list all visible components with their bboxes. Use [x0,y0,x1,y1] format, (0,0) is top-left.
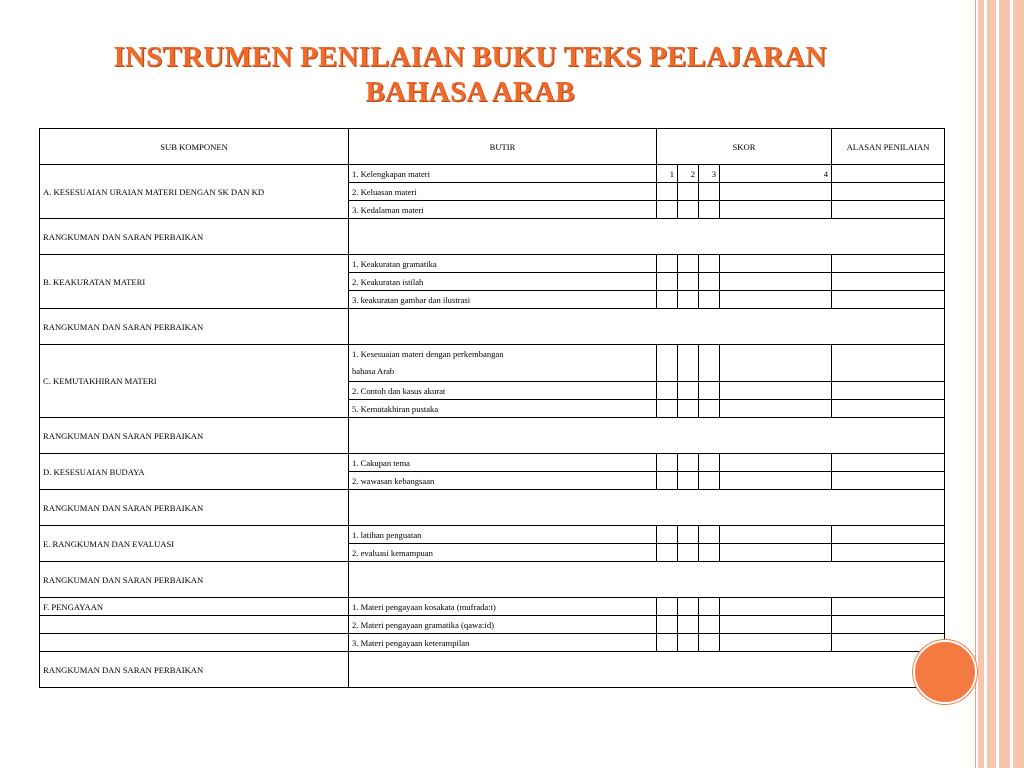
score-cell[interactable] [699,273,720,291]
alasan-cell[interactable] [832,291,945,309]
section-f-label: F. PENGAYAAN [40,598,349,616]
summary-label: RANGKUMAN DAN SARAN PERBAIKAN [40,219,349,255]
score-cell[interactable] [699,345,720,382]
score-cell[interactable] [657,400,678,418]
alasan-cell[interactable] [832,273,945,291]
item-e-2: 2. evaluasi kemampuan [349,544,657,562]
score-cell[interactable] [678,255,699,273]
score-cell[interactable] [657,183,678,201]
item-b-2: 2. Keakuratan istilah [349,273,657,291]
score-cell[interactable] [678,616,699,634]
summary-label: RANGKUMAN DAN SARAN PERBAIKAN [40,309,349,345]
score-cell[interactable] [699,598,720,616]
score-cell[interactable] [678,472,699,490]
score-cell[interactable] [720,598,832,616]
summary-label: RANGKUMAN DAN SARAN PERBAIKAN [40,418,349,454]
table-row [40,616,945,634]
alasan-cell[interactable] [832,165,945,183]
summary-input-cell[interactable] [349,652,945,688]
header-alasan-penilaian: ALASAN PENILAIAN [832,129,945,165]
score-cell[interactable] [657,544,678,562]
decorative-circle [913,640,977,704]
summary-row [40,418,945,454]
score-cell[interactable] [657,472,678,490]
score-cell[interactable] [720,273,832,291]
score-cell[interactable] [699,634,720,652]
alasan-cell[interactable] [832,526,945,544]
score-cell[interactable] [720,634,832,652]
table-row [40,526,945,544]
score-cell[interactable] [699,255,720,273]
alasan-cell[interactable] [832,400,945,418]
alasan-cell[interactable] [832,454,945,472]
score-cell[interactable] [657,634,678,652]
alasan-cell[interactable] [832,345,945,382]
summary-row [40,652,945,688]
empty-cell [40,616,349,634]
score-cell[interactable] [720,400,832,418]
header-sub-komponen: SUB KOMPONEN [40,129,349,165]
summary-input-cell[interactable] [349,309,945,345]
table-row [40,454,945,472]
item-f-2: 2. Materi pengayaan gramatika (qawa:id) [349,616,657,634]
score-level-1: 1 [657,165,678,183]
score-cell[interactable] [720,183,832,201]
item-c-1 [349,345,657,382]
item-b-1: 1. Keakuratan gramatika [349,255,657,273]
item-c-2: 2. Contoh dan kasus akurat [349,382,657,400]
alasan-cell[interactable] [832,255,945,273]
item-a-1: 1. Kelengkapan materi [349,165,657,183]
empty-cell [40,634,349,652]
score-cell[interactable] [678,291,699,309]
decorative-stripe [987,0,996,768]
header-butir: BUTIR [349,129,657,165]
score-cell[interactable] [699,472,720,490]
alasan-cell[interactable] [832,382,945,400]
score-cell[interactable] [699,454,720,472]
page-title [60,40,880,110]
table-row [40,165,945,183]
summary-row [40,490,945,526]
score-cell[interactable] [678,598,699,616]
score-level-2: 2 [678,165,699,183]
score-cell[interactable] [678,273,699,291]
alasan-cell[interactable] [832,183,945,201]
score-cell[interactable] [720,526,832,544]
score-cell[interactable] [657,454,678,472]
score-cell[interactable] [678,526,699,544]
alasan-cell[interactable] [832,544,945,562]
table-row [40,634,945,652]
score-cell[interactable] [699,183,720,201]
summary-label: RANGKUMAN DAN SARAN PERBAIKAN [40,652,349,688]
score-cell[interactable] [720,291,832,309]
summary-row [40,309,945,345]
score-cell[interactable] [699,400,720,418]
item-f-1: 1. Materi pengayaan kosakata (mufrada:t) [349,598,657,616]
score-level-4: 4 [720,165,832,183]
item-c-1-line-1: 1. Kesesuaian materi dengan perkembangan [352,349,504,359]
score-cell[interactable] [699,382,720,400]
score-cell[interactable] [720,255,832,273]
score-cell[interactable] [720,382,832,400]
section-d-label: D. KESESUAIAN BUDAYA [40,454,349,490]
score-cell[interactable] [657,616,678,634]
assessment-table [39,128,945,688]
item-c-3: 5. Kemutakhiran pustaka [349,400,657,418]
item-e-1: 1. latihan penguatan [349,526,657,544]
title-line-2: BAHASA ARAB [365,76,575,108]
item-a-2: 2. Keluasan materi [349,183,657,201]
title-line-1: INSTRUMEN PENILAIAN BUKU TEKS PELAJARAN [113,41,827,73]
item-f-3: 3. Materi pengayaan keterampilan [349,634,657,652]
header-skor: SKOR [657,129,832,165]
table-row [40,255,945,273]
score-cell[interactable] [678,183,699,201]
decorative-stripe [1013,0,1024,768]
score-cell[interactable] [678,382,699,400]
score-cell[interactable] [699,544,720,562]
summary-row [40,562,945,598]
score-cell[interactable] [657,201,678,219]
score-cell[interactable] [678,345,699,382]
summary-input-cell[interactable] [349,562,945,598]
score-cell[interactable] [678,454,699,472]
slide-frame-line [975,0,976,768]
item-d-2: 2. wawasan kebangsaan [349,472,657,490]
section-e-label: E. RANGKUMAN DAN EVALUASI [40,526,349,562]
score-cell[interactable] [657,255,678,273]
summary-input-cell[interactable] [349,490,945,526]
score-level-3: 3 [699,165,720,183]
score-cell[interactable] [657,273,678,291]
section-a-label: A. KESESUAIAN URAIAN MATERI DENGAN SK DAN KD [40,165,349,219]
score-cell[interactable] [699,526,720,544]
score-cell[interactable] [720,454,832,472]
score-cell[interactable] [720,345,832,382]
score-cell[interactable] [657,345,678,382]
score-cell[interactable] [699,291,720,309]
score-cell[interactable] [720,201,832,219]
item-c-1-line-2: bahasa Arab [352,366,395,376]
table-row [40,345,945,382]
item-d-1: 1. Cakupan tema [349,454,657,472]
score-cell[interactable] [657,382,678,400]
section-c-label: C. KEMUTAKHIRAN MATERI [40,345,349,418]
score-cell[interactable] [678,400,699,418]
section-b-label: B. KEAKURATAN MATERI [40,255,349,309]
alasan-cell[interactable] [832,472,945,490]
summary-input-cell[interactable] [349,418,945,454]
alasan-cell[interactable] [832,201,945,219]
score-cell[interactable] [720,616,832,634]
summary-label: RANGKUMAN DAN SARAN PERBAIKAN [40,490,349,526]
score-cell[interactable] [678,201,699,219]
score-cell[interactable] [720,472,832,490]
score-cell[interactable] [720,544,832,562]
score-cell[interactable] [678,544,699,562]
summary-row [40,219,945,255]
item-a-3: 3. Kedalaman materi [349,201,657,219]
alasan-cell[interactable] [832,598,945,616]
summary-label: RANGKUMAN DAN SARAN PERBAIKAN [40,562,349,598]
alasan-cell[interactable] [832,616,945,634]
score-cell[interactable] [699,616,720,634]
score-cell[interactable] [678,634,699,652]
summary-input-cell[interactable] [349,219,945,255]
score-cell[interactable] [699,201,720,219]
decorative-stripe [999,0,1010,768]
score-cell[interactable] [657,291,678,309]
score-cell[interactable] [657,526,678,544]
score-cell[interactable] [657,598,678,616]
item-b-3: 3. keakuratan gambar dan ilustrasi [349,291,657,309]
table-row [40,598,945,616]
table-header-row [40,129,945,165]
